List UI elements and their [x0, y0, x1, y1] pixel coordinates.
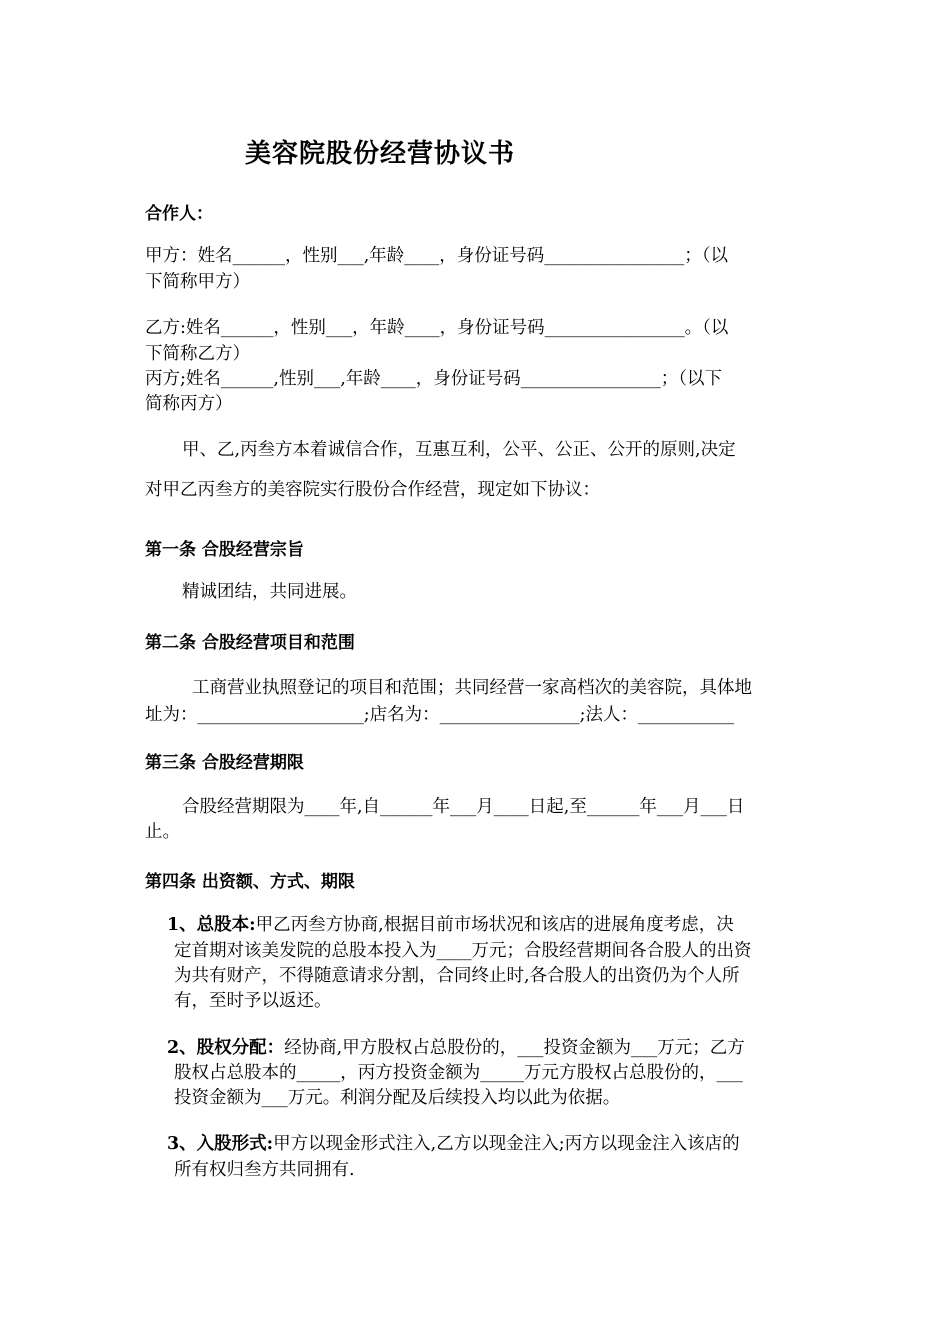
- article4-item3-line1: [167, 1132, 740, 1156]
- article1-text: 精诚团结，共同进展。: [182, 582, 357, 602]
- article2-line2: 址为：___________________;店名为：________________;法人：___________: [145, 705, 735, 725]
- article4-item1-line4: 有，至时予以返还。: [174, 991, 332, 1011]
- article2-heading: 第二条 合股经营项目和范围: [145, 633, 355, 653]
- article4-item1-line2: 定首期对该美发院的总股本投入为____万元；合股经营期间各合股人的出资: [174, 941, 752, 961]
- article4-item2-line2: 股权占总股本的_____，丙方投资金额为_____万元方股权占总股份的，___: [174, 1063, 743, 1083]
- article4-item2-line1: [167, 1036, 745, 1060]
- article4-heading: 第四条 出资额、方式、期限: [145, 872, 355, 892]
- party-c-line1: 丙方;姓名______,性别___,年龄____，身份证号码________________；（以下: [145, 369, 723, 389]
- party-a-line1: 甲方：姓名______，性别___,年龄____，身份证号码________________；（以: [145, 246, 729, 266]
- article3-line2: 止。: [145, 822, 180, 842]
- article1-heading: 第一条 合股经营宗旨: [145, 540, 304, 560]
- item3-text1: 甲方以现金形式注入,乙方以现金注入;丙方以现金注入该店的: [273, 1134, 740, 1154]
- article4-item2-line3: 投资金额为___万元。利润分配及后续投入均以此为依据。: [174, 1088, 621, 1108]
- item2-text1: 经协商,甲方股权占总股份的，___投资金额为___万元；乙方: [284, 1038, 745, 1058]
- partners-label: 合作人：: [145, 204, 213, 224]
- intro-line2: 对甲乙丙叁方的美容院实行股份合作经营，现定如下协议：: [145, 480, 600, 500]
- article3-heading: 第三条 合股经营期限: [145, 753, 304, 773]
- intro-line1: 甲、乙,丙叁方本着诚信合作，互惠互利，公平、公正、公开的原则,决定: [182, 440, 736, 460]
- article4-item1-line1: [167, 913, 734, 937]
- article4-item3-line2: 所有权归叁方共同拥有.: [174, 1160, 355, 1180]
- party-c-line2: 简称丙方）: [145, 394, 233, 414]
- document-title: 美容院股份经营协议书: [245, 139, 516, 169]
- item2-label: 2、股权分配：: [167, 1038, 285, 1058]
- item1-text1: 甲乙丙叁方协商,根据目前市场状况和该店的进展角度考虑，决: [255, 915, 734, 935]
- article3-line1: 合股经营期限为____年,自______年___月____日起,至______年___月___日: [182, 797, 745, 817]
- item1-label: 1、总股本:: [167, 915, 256, 935]
- party-a-line2: 下简称甲方）: [145, 272, 250, 292]
- article4-item1-line3: 为共有财产，不得随意请求分割，合同终止时,各合股人的出资仍为个人所: [174, 966, 740, 986]
- item3-label: 3、入股形式:: [167, 1134, 274, 1154]
- article2-line1: 工商营业执照登记的项目和范围；共同经营一家高档次的美容院，具体地: [192, 678, 752, 698]
- party-b-line2: 下简称乙方）: [145, 344, 250, 364]
- party-b-line1: 乙方:姓名______，性别___，年龄____，身份证号码________________。（以: [145, 318, 729, 338]
